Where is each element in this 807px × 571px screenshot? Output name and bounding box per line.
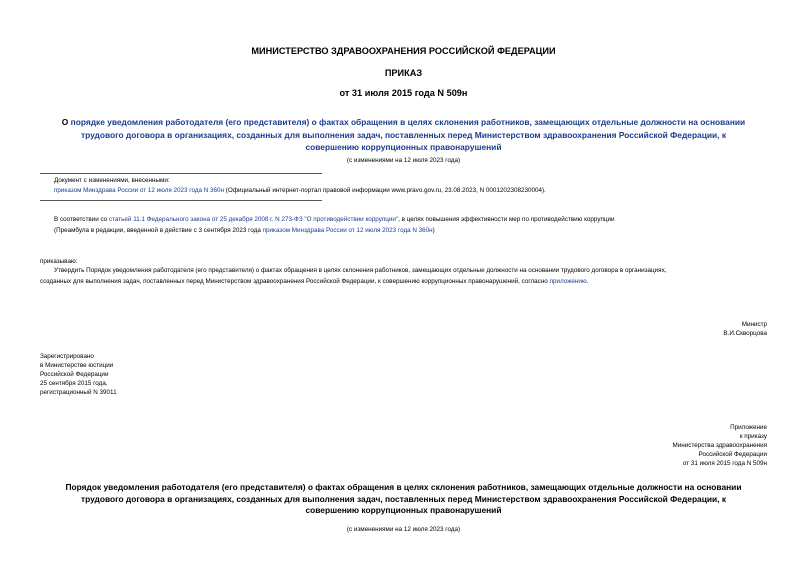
signature-name: В.И.Скворцова [723,330,767,337]
appendix-ref-line-4: Российской Федерации [698,451,767,458]
appendix-title-line-3: совершению коррупционных правонарушений [305,505,502,515]
appendix-edition-note: (с изменениями на 12 июля 2023 года) [346,526,461,533]
registration-line-1: Зарегистрировано [40,353,94,360]
changes-order-link[interactable]: приказом Минздрава России от 12 июля 2023 года N 360н [54,187,225,194]
preamble-text-a: В соответствии со [54,216,109,223]
appendix-title [0,482,807,517]
title-line-3[interactable]: совершению коррупционных правонарушений [305,141,502,152]
order-line-1: Утвердить Порядок уведомления работодателя (его представителя) о фактах обращения в целях склонения работников, замещающих отдельные должности на основании трудового договора в организациях, [54,267,667,274]
registration-line-3: Российской Федерации [40,371,109,378]
title-line-1[interactable]: порядке уведомления работодателя (его представителя) о фактах обращения в целях склонения работников, замещающих отдельные должности на основании [70,117,746,127]
edition-note: (с изменениями на 12 июля 2023 года) [346,157,461,164]
preamble-note-a: (Преамбула в редакции, введенной в действие с 3 сентября 2023 года [54,227,263,234]
title-prefix: О [61,117,71,127]
appendix-link[interactable]: приложению [549,278,587,285]
appendix-reference [673,423,767,468]
appendix-ref-line-2: к приказу [739,433,767,440]
signature-block [723,320,767,338]
appendix-title-line-1: Порядок уведомления работодателя (его представителя) о фактах обращения в целях склонения работников, замещающих отдельные должности на основании [65,482,742,492]
order-line-2 [40,277,588,286]
registration-line-4: 25 сентября 2015 года, [40,380,108,387]
appendix-title-line-2: трудового договора в организациях, созданных для выполнения задач, поставленных перед Министерством здравоохранения Российской Федерации, к [80,493,727,504]
signature-position: Министр [741,321,767,328]
document-title [0,112,807,153]
law-article-link[interactable]: статьей 11.1 Федерального закона от 25 декабря 2008 г. N 273-ФЗ "О противодействии коррупции" [108,216,399,223]
changes-entry-rest: (Официальный интернет-портал правовой информации www.pravo.gov.ru, 23.08.2023, N 0001202308230004). [224,187,546,194]
doc-type-heading: ПРИКАЗ [384,68,423,78]
ministry-heading: МИНИСТЕРСТВО ЗДРАВООХРАНЕНИЯ РОССИЙСКОЙ ФЕДЕРАЦИИ [251,46,556,56]
preamble-paragraph [54,215,615,224]
registration-line-2: в Министерстве юстиции [40,362,114,369]
registration-block [40,352,117,397]
appendix-ref-line-5: от 31 июля 2015 года N 509н [682,460,767,467]
preamble-order-link[interactable]: приказом Минздрава России от 12 июля 2023 года N 360н [262,227,433,234]
order-line-2-text: созданных для выполнения задач, поставленных перед Министерством здравоохранения Российской Федерации, к совершению коррупционных правонарушений, согласно [40,278,550,285]
changes-bottom-rule [40,200,322,201]
preamble-edition-note [54,226,435,235]
doc-date-number: от 31 июля 2015 года N 509н [339,88,468,98]
changes-entry [54,186,546,195]
order-line-2-end: . [586,278,589,285]
appendix-ref-line-3: Министерства здравоохранения [672,442,767,449]
prikazyvayu-label: приказываю: [40,258,78,265]
registration-line-5: регистрационный N 39011 [40,389,117,396]
changes-label: Документ с изменениями, внесенными: [54,177,170,184]
appendix-ref-line-1: Приложение [730,424,767,431]
preamble-text-b: , в целях повышения эффективности мер по противодействию коррупции [398,216,615,223]
title-line-2[interactable]: трудового договора в организациях, созданных для выполнения задач, поставленных перед Министерством здравоохранения Российской Федерации, к [80,130,727,140]
changes-top-rule [40,173,322,174]
preamble-note-b: ) [432,227,435,234]
